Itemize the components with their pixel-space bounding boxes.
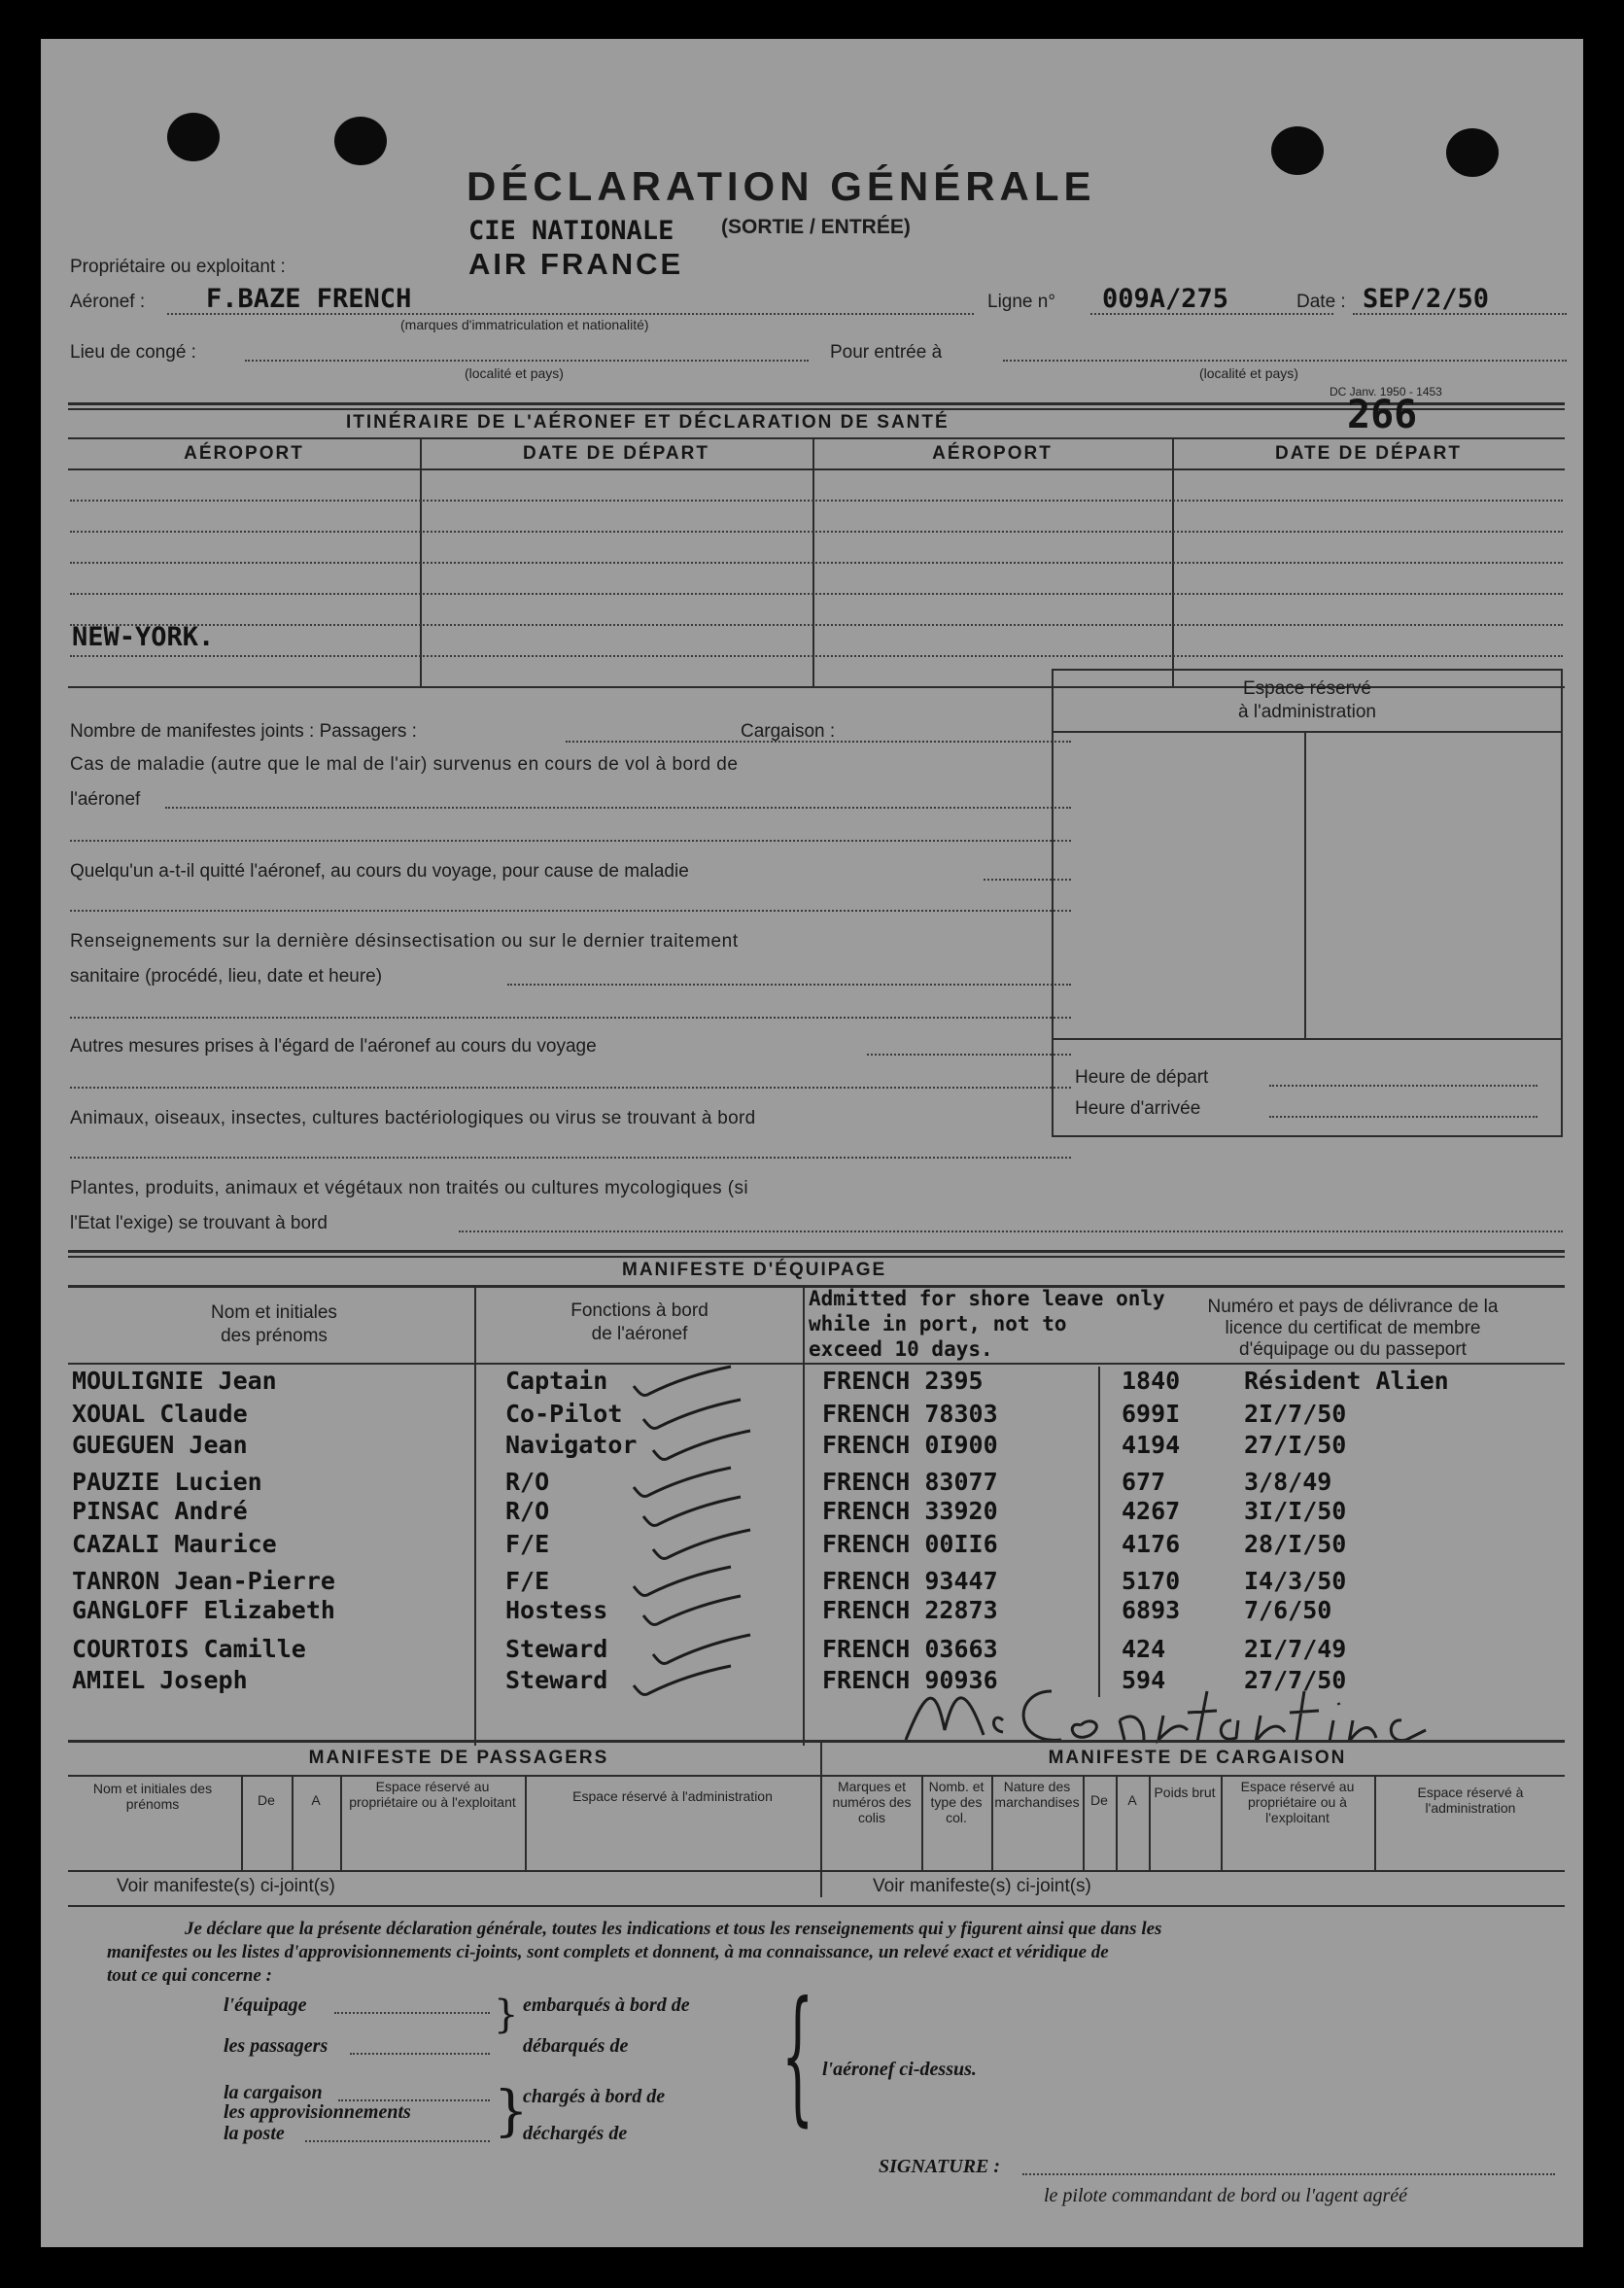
passenger-col-name: Nom et initiales des prénoms [92,1781,213,1812]
crew-nationality: FRENCH 00II6 [822,1530,998,1558]
itinerary-col-date-2: DATE DE DÉPART [1275,443,1462,464]
cargo-manifest-title: MANIFESTE DE CARGAISON [1048,1748,1347,1768]
punch-hole-4 [1446,128,1499,177]
signature-field[interactable] [1022,2173,1555,2175]
punch-hole-3 [1271,126,1324,175]
crew-col-function-1: Fonctions à bord [570,1300,708,1321]
crew-license-number: 6893 [1122,1596,1181,1624]
crew-license-date: 2I/7/49 [1244,1635,1347,1663]
crew-role: Hostess [505,1596,608,1624]
brace-left-2: } [494,2080,529,2143]
declaration-text-3: tout ce qui concerne : [107,1965,272,1986]
brace-left: } [494,1993,519,2037]
plants-question-cont: l'Etat l'exige) se trouvant à bord [70,1213,328,1233]
disinsection-question: Renseignements sur la dernière désinsectisation ou sur le dernier traitement [70,931,739,952]
stamp-number: 266 [1347,393,1418,437]
crew-license-number: 4176 [1122,1530,1181,1558]
itinerary-title: ITINÉRAIRE DE L'AÉRONEF ET DÉCLARATION DE SANTÉ [346,412,950,433]
aircraft-registration: F.BAZE FRENCH [206,284,412,314]
cargo-col-admin: Espace réservé à l'administration [1417,1785,1524,1816]
check-mark-icon [634,1594,750,1633]
crew-nationality: FRENCH 33920 [822,1497,998,1525]
declaration-mail: la poste [224,2123,285,2144]
crew-license-number: 1840 [1122,1367,1181,1395]
declaration-crew: l'équipage [224,1994,307,2016]
manifests-cargo-label: Cargaison : [741,721,836,742]
declaration-cargo: la cargaison [224,2082,323,2103]
crew-name: GUEGUEN Jean [72,1431,248,1459]
check-mark-icon [643,1429,760,1468]
passenger-see-attached: Voir manifeste(s) ci-joint(s) [117,1876,335,1896]
line-label: Ligne n° [987,292,1055,312]
shore-leave-stamp-1: Admitted for shore leave only [809,1287,1165,1310]
entry-place-label: Pour entrée à [830,342,943,363]
crew-license-number: 4267 [1122,1497,1181,1525]
plants-question: Plantes, produits, animaux et végétaux non traités ou cultures mycologiques (si [70,1178,749,1198]
crew-name: COURTOIS Camille [72,1635,306,1663]
form-reference: DC Janv. 1950 - 1453 [1330,385,1442,399]
crew-license-date: 3I/I/50 [1244,1497,1347,1525]
admin-box-title-2: à l'administration [1238,702,1376,722]
punch-hole-2 [334,117,387,165]
shore-leave-stamp-2: while in port, not to [809,1312,1067,1335]
crew-license-date: 2I/7/50 [1244,1400,1347,1428]
shore-leave-stamp-3: exceed 10 days. [809,1337,993,1361]
line-number: 009A/275 [1102,284,1229,314]
itinerary-col-airport-2: AÉROPORT [932,443,1053,464]
crew-name: MOULIGNIE Jean [72,1367,277,1395]
crew-name: GANGLOFF Elizabeth [72,1596,335,1624]
check-mark-icon [643,1528,760,1567]
crew-license-number: 424 [1122,1635,1166,1663]
crew-nationality: FRENCH 22873 [822,1596,998,1624]
declaration-unloaded: déchargés de [523,2123,628,2144]
crew-name: XOUAL Claude [72,1400,248,1428]
cargo-see-attached: Voir manifeste(s) ci-joint(s) [873,1876,1091,1896]
crew-nationality: FRENCH 93447 [822,1567,998,1595]
crew-col-cert-3: d'équipage ou du passeport [1239,1339,1467,1360]
crew-col-cert-2: licence du certificat de membre [1225,1318,1481,1338]
crew-col-cert-1: Numéro et pays de délivrance de la [1207,1297,1499,1317]
departure-time-label: Heure de départ [1075,1067,1209,1088]
passenger-manifest-title: MANIFESTE DE PASSAGERS [308,1748,609,1768]
declaration-form [41,39,1583,2247]
crew-col-name-1: Nom et initiales [211,1302,337,1323]
cargo-col-nature: Nature des marchandises [994,1779,1080,1810]
itinerary-airport-entry: NEW-YORK. [72,622,215,652]
cargo-col-owner: Espace réservé au propriétaire ou à l'exploitant [1240,1779,1355,1825]
cargo-col-number: Nomb. et type des col. [928,1779,985,1825]
flight-date: SEP/2/50 [1363,284,1490,314]
left-aircraft-question: Quelqu'un a-t-il quitté l'aéronef, au cours du voyage, pour cause de maladie [70,861,689,882]
declaration-passengers: les passagers [224,2035,328,2057]
crew-role: R/O [505,1468,550,1496]
aircraft-caption: (marques d'immatriculation et nationalité) [400,317,649,332]
company-name: AIR FRANCE [468,247,684,281]
disinsection-question-cont: sanitaire (procédé, lieu, date et heure) [70,966,383,987]
illness-question: Cas de maladie (autre que le mal de l'air) survenus en cours de vol à bord de [70,754,739,775]
passenger-col-from: De [258,1792,275,1808]
crew-license-number: 677 [1122,1468,1166,1496]
crew-role: Steward [505,1666,608,1694]
crew-nationality: FRENCH 90936 [822,1666,998,1694]
crew-license-number: 594 [1122,1666,1166,1694]
crew-license-number: 5170 [1122,1567,1181,1595]
exit-entry-label: (SORTIE / ENTRÉE) [721,216,911,238]
crew-nationality: FRENCH 03663 [822,1635,998,1663]
cargo-col-weight: Poids brut [1154,1785,1216,1800]
crew-nationality: FRENCH 83077 [822,1468,998,1496]
declaration-supplies: les approvisionnements [224,2101,411,2123]
crew-col-function-2: de l'aéronef [591,1324,688,1344]
crew-nationality: FRENCH 0I900 [822,1431,998,1459]
itinerary-col-date-1: DATE DE DÉPART [523,443,709,464]
admin-box-title-1: Espace réservé [1242,678,1371,699]
crew-license-date: 3/8/49 [1244,1468,1332,1496]
crew-license-date: 7/6/50 [1244,1596,1332,1624]
crew-license-date: 27/I/50 [1244,1431,1347,1459]
crew-role: F/E [505,1567,550,1595]
crew-name: CAZALI Maurice [72,1530,277,1558]
check-mark-icon [624,1664,741,1703]
crew-name: TANRON Jean-Pierre [72,1567,335,1595]
passenger-col-owner: Espace réservé au propriétaire ou à l'exploitant [349,1779,516,1810]
crew-license-date: Résident Alien [1244,1367,1449,1395]
date-label: Date : [1296,292,1346,312]
crew-col-name-2: des prénoms [221,1326,328,1346]
crew-role: Co-Pilot [505,1400,623,1428]
declaration-text-2: manifestes ou les listes d'approvisionnements ci-joints, sont complets et donnent, à ma connaissance, un relevé exact et véridique de [107,1942,1109,1962]
aircraft-label: Aéronef : [70,292,146,312]
animals-question: Animaux, oiseaux, insectes, cultures bactériologiques ou virus se trouvant à bord [70,1108,756,1128]
arrival-time-label: Heure d'arrivée [1075,1098,1201,1119]
signature-caption: le pilote commandant de bord ou l'agent agréé [1044,2185,1408,2206]
owner-label: Propriétaire ou exploitant : [70,257,286,277]
crew-manifest-title: MANIFESTE D'ÉQUIPAGE [622,1260,887,1280]
declaration-disembarked: débarqués de [523,2035,629,2057]
crew-role: Navigator [505,1431,638,1459]
punch-hole-1 [167,113,220,161]
crew-name: PAUZIE Lucien [72,1468,262,1496]
passenger-col-to: A [311,1792,321,1808]
manifests-passengers-label: Nombre de manifestes joints : Passagers : [70,721,417,742]
declaration-loaded: chargés à bord de [523,2086,666,2107]
departure-caption: (localité et pays) [465,365,564,381]
crew-nationality: FRENCH 2395 [822,1367,984,1395]
crew-role: Steward [505,1635,608,1663]
signature-label: SIGNATURE : [879,2156,1001,2177]
crew-license-date: I4/3/50 [1244,1567,1347,1595]
declaration-embarked: embarqués à bord de [523,1994,690,2016]
brace-right: { [781,1971,814,2140]
crew-license-number: 699I [1122,1400,1181,1428]
crew-name: AMIEL Joseph [72,1666,248,1694]
form-title: DÉCLARATION GÉNÉRALE [466,163,1096,209]
crew-role: R/O [505,1497,550,1525]
crew-license-date: 27/7/50 [1244,1666,1347,1694]
company-typed: CIE NATIONALE [468,216,674,246]
crew-role: Captain [505,1367,608,1395]
crew-nationality: FRENCH 78303 [822,1400,998,1428]
illness-question-cont: l'aéronef [70,789,141,810]
cargo-col-marks: Marques et numéros des colis [832,1779,912,1825]
crew-role: F/E [505,1530,550,1558]
entry-caption: (localité et pays) [1199,365,1298,381]
declaration-aircraft: l'aéronef ci-dessus. [822,2059,977,2080]
crew-license-date: 28/I/50 [1244,1530,1347,1558]
crew-name: PINSAC André [72,1497,248,1525]
cargo-col-from: De [1090,1792,1108,1808]
crew-license-number: 4194 [1122,1431,1181,1459]
passenger-col-admin: Espace réservé à l'administration [572,1788,773,1804]
itinerary-col-airport-1: AÉROPORT [184,443,304,464]
declaration-text-1: Je déclare que la présente déclaration générale, toutes les indications et tous les renseignements qui y figurent ainsi que dans les [185,1919,1162,1939]
departure-place-label: Lieu de congé : [70,342,196,363]
other-measures-question: Autres mesures prises à l'égard de l'aéronef au cours du voyage [70,1036,597,1057]
cargo-col-to: A [1127,1792,1137,1808]
